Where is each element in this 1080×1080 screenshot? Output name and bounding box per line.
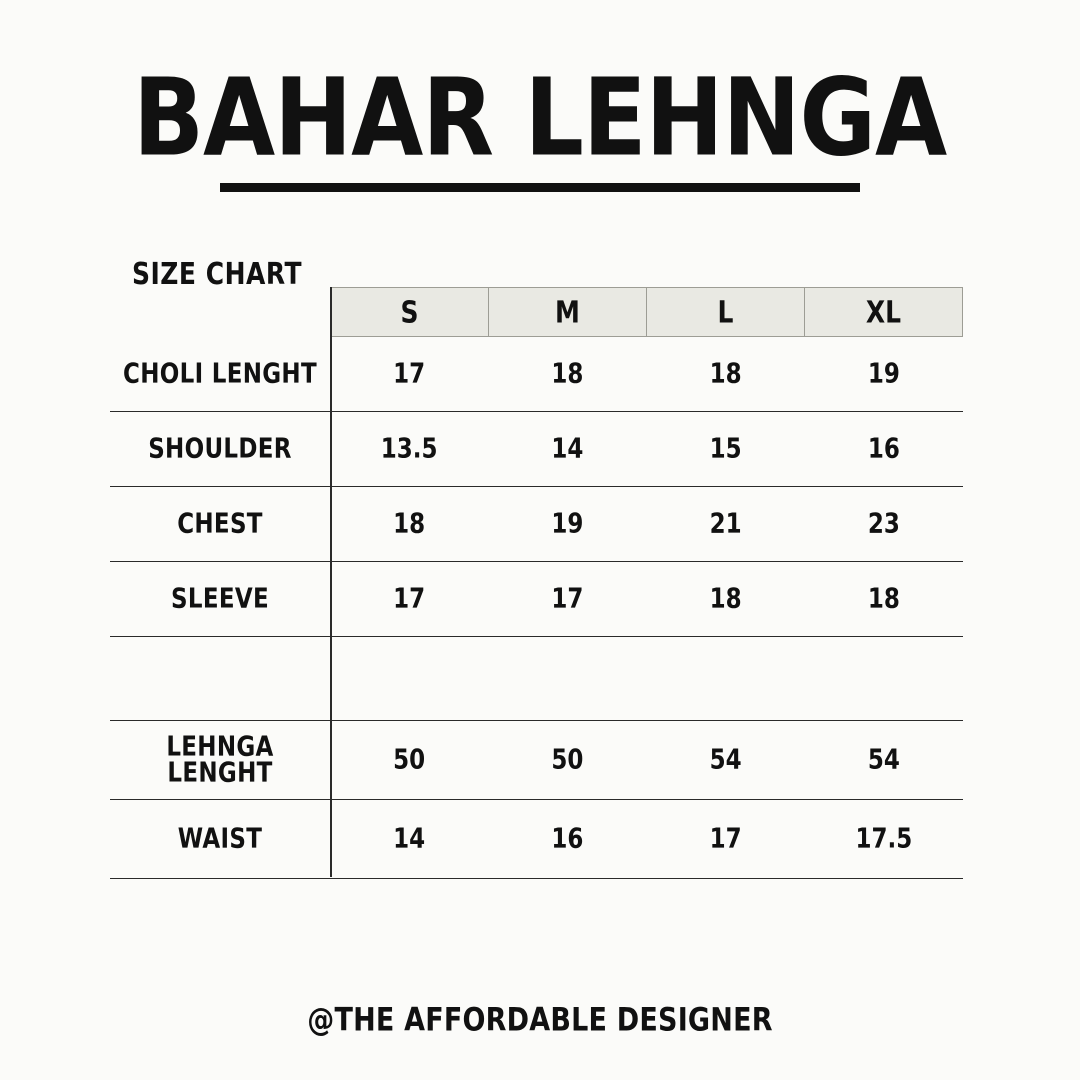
column-header-m-label: M xyxy=(555,294,580,330)
section-label: SIZE CHART xyxy=(132,256,303,292)
title-block xyxy=(0,54,1080,181)
row-value-xl: 16 xyxy=(867,433,900,465)
row-value-m: 14 xyxy=(551,433,584,465)
row-label: SLEEVE xyxy=(171,583,269,615)
footer-handle xyxy=(0,1002,1080,1039)
row-label: LEHNGA LENGHT xyxy=(166,730,274,789)
row-value-xl: 23 xyxy=(867,508,900,540)
size-chart-table xyxy=(110,287,963,879)
table-vertical-divider xyxy=(330,287,332,877)
row-value-m: 18 xyxy=(551,358,584,390)
table-row xyxy=(110,800,963,879)
column-header-s-label: S xyxy=(400,294,419,330)
column-header-l xyxy=(647,288,805,336)
row-value-xl xyxy=(805,637,963,720)
row-label xyxy=(110,637,330,720)
page-title: BAHAR LEHNGA xyxy=(133,54,947,181)
row-value-l: 17 xyxy=(709,823,742,855)
row-value-l: 18 xyxy=(709,358,742,390)
row-label: WAIST xyxy=(177,823,263,855)
row-label: SHOULDER xyxy=(148,433,292,465)
title-underline xyxy=(220,183,860,192)
table-row xyxy=(110,337,963,412)
row-value-l xyxy=(647,637,805,720)
row-value-xl: 54 xyxy=(867,744,900,776)
table-row xyxy=(110,721,963,800)
table-row xyxy=(110,487,963,562)
column-header-m xyxy=(489,288,647,336)
row-value-s xyxy=(330,637,488,720)
column-header-xl-label: XL xyxy=(865,294,902,330)
row-label: CHOLI LENGHT xyxy=(123,358,317,390)
row-value-xl: 19 xyxy=(867,358,900,390)
row-value-m: 19 xyxy=(551,508,584,540)
table-header-row xyxy=(330,287,963,337)
row-value-l: 54 xyxy=(709,744,742,776)
row-label: CHEST xyxy=(177,508,263,540)
footer-handle-label: @THE AFFORDABLE DESIGNER xyxy=(307,1002,773,1039)
row-value-s: 13.5 xyxy=(380,433,438,465)
row-value-l: 15 xyxy=(709,433,742,465)
column-header-xl xyxy=(805,288,962,336)
row-value-s: 17 xyxy=(393,358,426,390)
table-row-spacer xyxy=(110,637,963,721)
row-value-l: 18 xyxy=(709,583,742,615)
row-value-s: 14 xyxy=(393,823,426,855)
table-row xyxy=(110,562,963,637)
row-value-m: 50 xyxy=(551,744,584,776)
column-header-s xyxy=(331,288,489,336)
column-header-l-label: L xyxy=(717,294,734,330)
row-value-s: 17 xyxy=(393,583,426,615)
row-value-m: 16 xyxy=(551,823,584,855)
row-value-s: 18 xyxy=(393,508,426,540)
row-value-l: 21 xyxy=(709,508,742,540)
row-value-xl: 17.5 xyxy=(855,823,913,855)
row-value-xl: 18 xyxy=(867,583,900,615)
row-value-m xyxy=(488,637,646,720)
row-value-s: 50 xyxy=(393,744,426,776)
table-row xyxy=(110,412,963,487)
row-value-m: 17 xyxy=(551,583,584,615)
